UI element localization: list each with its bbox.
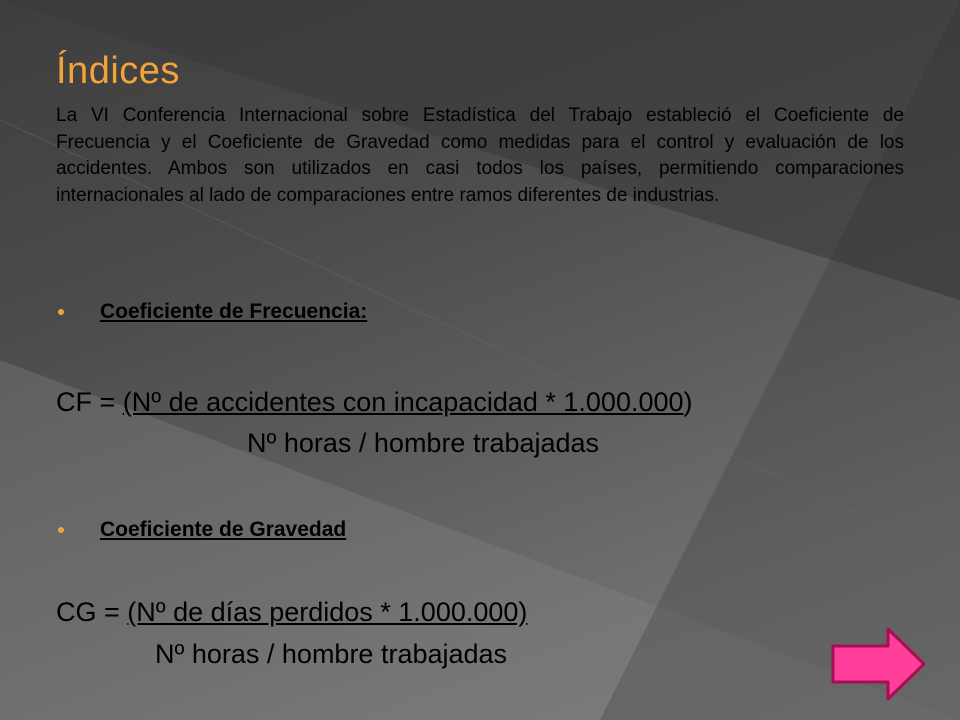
bullet-item-frecuencia bbox=[56, 295, 367, 329]
formula-cg-numerator-text: (Nº de días perdidos * 1.000.000) bbox=[127, 597, 528, 627]
formula-cf-denominator: Nº horas / hombre trabajadas bbox=[247, 428, 600, 458]
bullet-item-gravedad bbox=[56, 513, 346, 547]
formula-cg-numerator bbox=[56, 597, 527, 628]
heading-frecuencia: Coeficiente de Frecuencia: bbox=[100, 300, 368, 323]
bullet-dot-icon bbox=[58, 309, 64, 315]
heading-gravedad: Coeficiente de Gravedad bbox=[100, 518, 347, 541]
formula-cf-numerator-suffix: ) bbox=[683, 387, 693, 417]
right-arrow-icon[interactable] bbox=[831, 627, 927, 701]
formula-cf-numerator bbox=[56, 387, 693, 418]
formula-cg-prefix: CG = bbox=[56, 597, 128, 627]
formula-cf-numerator-text: (Nº de accidentes con incapacidad * 1.000.000 bbox=[122, 387, 684, 417]
formula-cf-prefix: CF = bbox=[56, 387, 123, 417]
intro-paragraph: La VI Conferencia Internacional sobre Estadística del Trabajo estableció el Coeficiente de Frecuencia y el Coeficiente de Gravedad como medidas para el control y evaluación de los accidentes. Ambos son utilizados en casi todos los países, permitiendo comparaciones internacionales al lado de comparaciones entre ramos diferentes de industrias. bbox=[56, 105, 904, 206]
slide-title: Índices bbox=[56, 50, 180, 92]
formula-cg-denominator: Nº horas / hombre trabajadas bbox=[155, 639, 508, 669]
bullet-dot-icon bbox=[58, 527, 64, 533]
